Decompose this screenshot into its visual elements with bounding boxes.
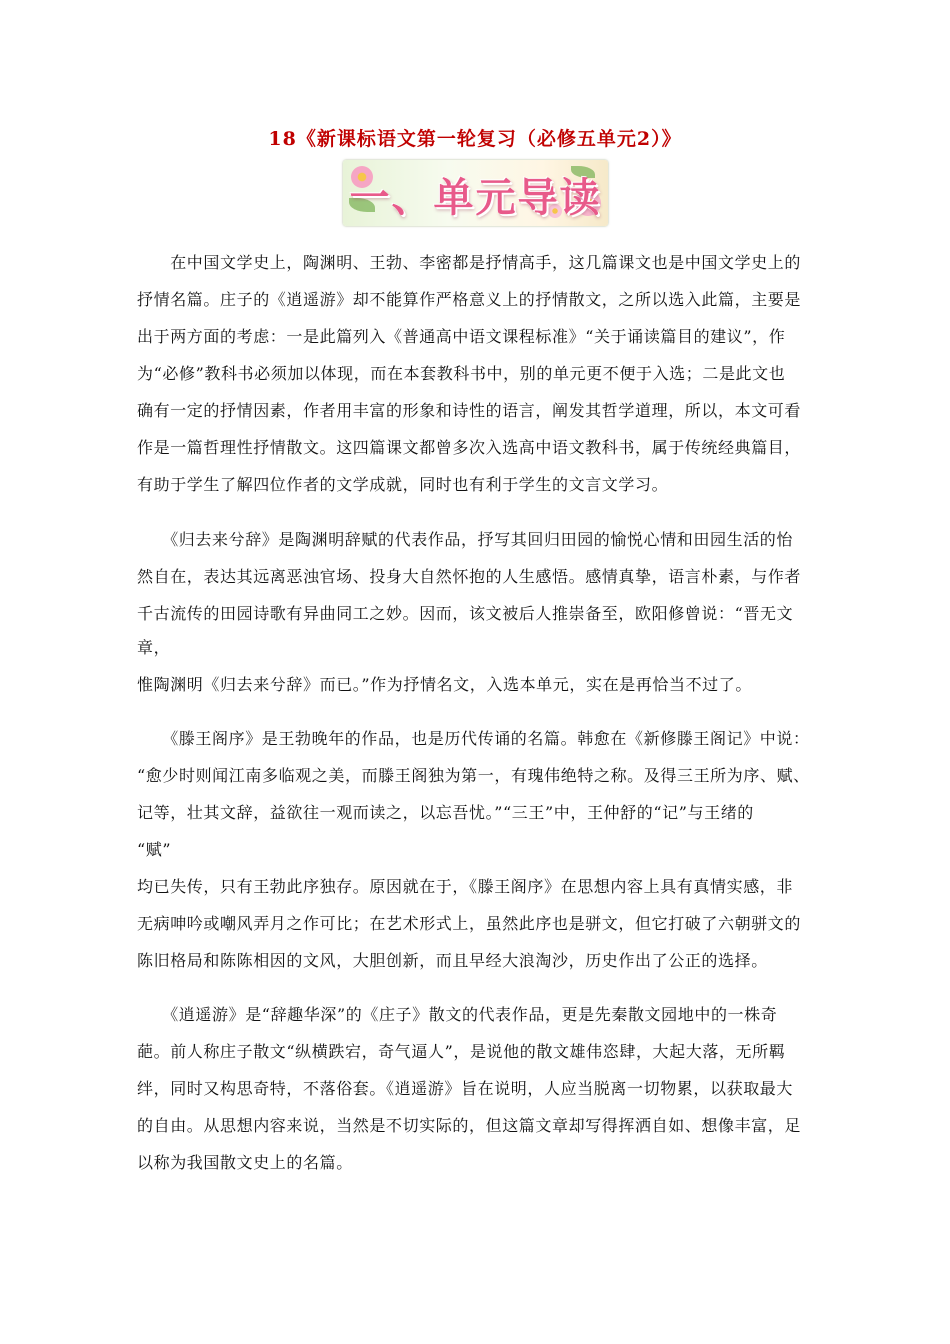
text-line: 惟陶渊明《归去来兮辞》而已。”作为抒情名文，入选本单元，实在是再恰当不过了。	[137, 675, 752, 694]
text-line: “赋”	[137, 840, 172, 859]
text-line: 以称为我国散文史上的名篇。	[137, 1153, 353, 1172]
text-line: 葩。前人称庄子散文“纵横跌宕，奇气逼人”，是说他的散文雄伟恣肆，大起大落，无所羁	[137, 1042, 786, 1061]
text-line: 无病呻吟或嘲风弄月之作可比；在艺术形式上，虽然此序也是骈文，但它打破了六朝骈文的	[137, 914, 802, 933]
text-line: 在中国文学史上，陶渊明、王勃、李密都是抒情高手，这几篇课文也是中国文学史上的	[137, 253, 802, 272]
text-line: 有助于学生了解四位作者的文学成就，同时也有利于学生的文言文学习。	[137, 475, 669, 494]
text-line: “愈少时则闻江南多临观之美，而滕王阁独为第一，有瑰伟绝特之称。及得三王所为序、赋、	[137, 766, 810, 785]
text-line: 然自在，表达其远离恶浊官场、投身大自然怀抱的人生感悟。感情真挚，语言朴素，与作者	[137, 567, 802, 586]
text-line: 抒情名篇。庄子的《逍遥游》却不能算作严格意义上的抒情散文，之所以选入此篇，主要是	[137, 290, 802, 309]
text-line: 作是一篇哲理性抒情散文。这四篇课文都曾多次入选高中语文教科书，属于传统经典篇目，	[137, 438, 802, 457]
section-heading: 一、单元导读	[349, 175, 602, 221]
text-line: 的自由。从思想内容来说，当然是不切实际的，但这篇文章却写得挥洒自如、想像丰富，足	[137, 1116, 802, 1135]
text-line: 确有一定的抒情因素，作者用丰富的形象和诗性的语言，阐发其哲学道理，所以，本文可看	[137, 401, 802, 420]
text-line: 章，	[137, 638, 171, 657]
text-line: 《滕王阁序》是王勃晚年的作品，也是历代传诵的名篇。韩愈在《新修滕王阁记》中说：	[137, 729, 810, 748]
text-line: 出于两方面的考虑：一是此篇列入《普通高中语文课程标准》“关于诵读篇目的建议”，作	[137, 327, 786, 346]
section-banner	[343, 160, 608, 226]
text-line: 《归去来兮辞》是陶渊明辞赋的代表作品，抒写其回归田园的愉悦心情和田园生活的怡	[137, 530, 794, 549]
text-line: 为“必修”教科书必须加以体现，而在本套教科书中，别的单元更不便于入选；二是此文也	[137, 364, 786, 383]
text-line: 均已失传，只有王勃此序独存。原因就在于，《滕王阁序》在思想内容上具有真情实感，非	[137, 877, 794, 896]
text-line: 记等，壮其文辞，益欲往一观而读之，以忘吾忧。”“三王”中，王仲舒的“记”与王绪的	[137, 803, 754, 822]
text-line: 陈旧格局和陈陈相因的文风，大胆创新，而且早经大浪淘沙，历史作出了公正的选择。	[137, 951, 768, 970]
document-title: 18《新课标语文第一轮复习（必修五单元2）》	[268, 128, 682, 150]
text-line: 绊，同时又构思奇特，不落俗套。《逍遥游》旨在说明，人应当脱离一切物累，以获取最大	[137, 1079, 794, 1098]
text-line: 《逍遥游》是“辞趣华深”的《庄子》散文的代表作品，更是先秦散文园地中的一株奇	[137, 1005, 778, 1024]
text-line: 千古流传的田园诗歌有异曲同工之妙。因而，该文被后人推崇备至，欧阳修曾说：“晋无文	[137, 604, 794, 623]
